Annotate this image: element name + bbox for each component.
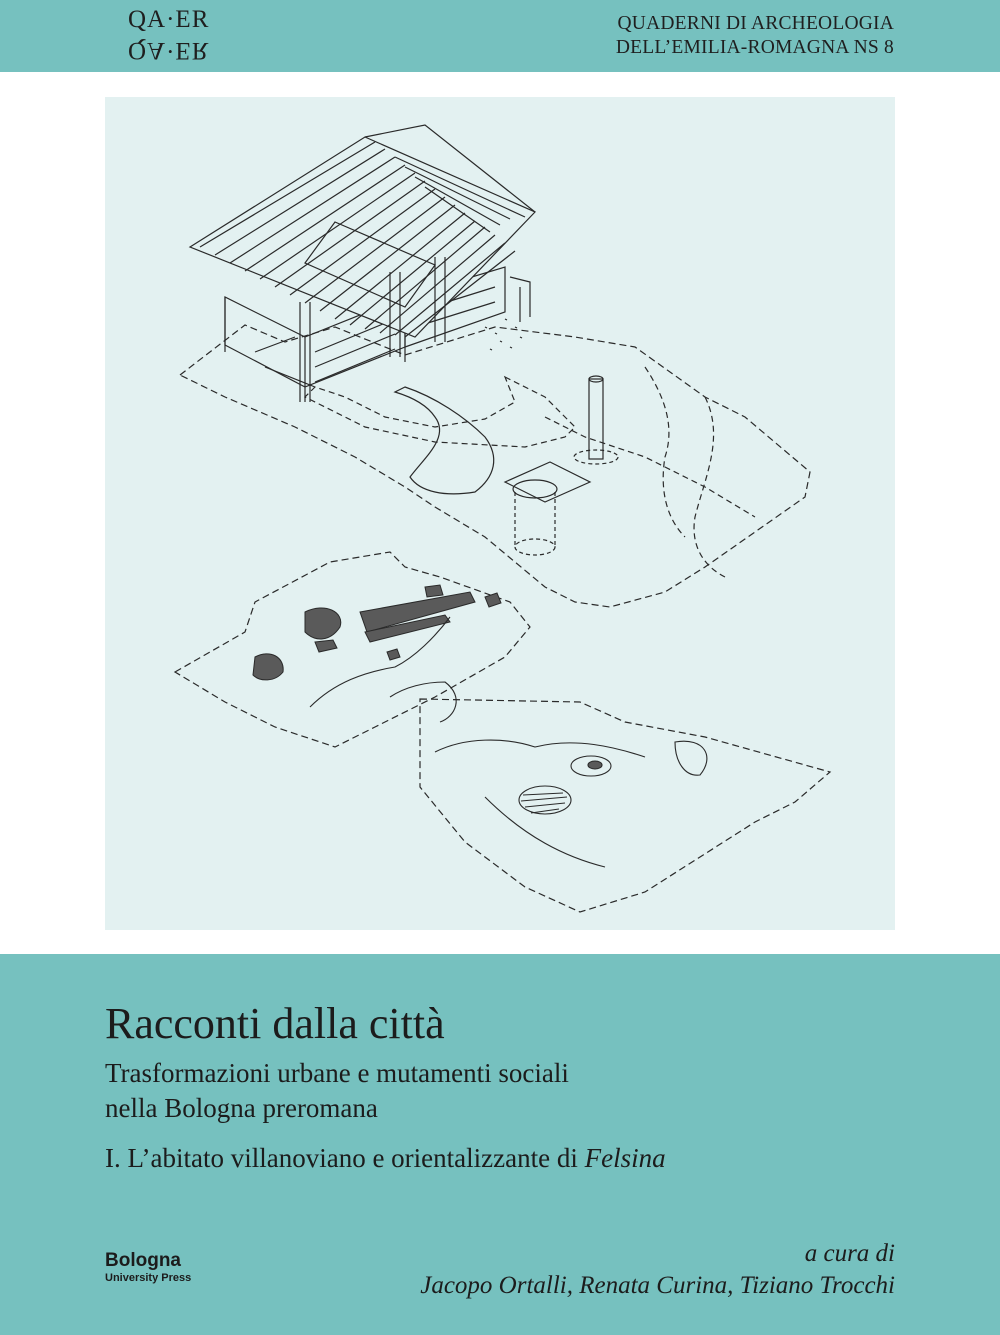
series-line-1: QUADERNI DI ARCHEOLOGIA — [617, 13, 894, 34]
book-subtitle — [105, 1056, 569, 1126]
editors-intro: a cura di — [804, 1240, 895, 1267]
logo-text: QA·ER — [128, 6, 210, 33]
book-title: Racconti dalla città — [105, 999, 445, 1048]
volume-italic: Felsina — [584, 1143, 666, 1173]
volume-title — [105, 1141, 666, 1175]
subtitle-line-2: nella Bologna preromana — [105, 1093, 378, 1123]
hut-drawing — [105, 97, 895, 930]
publisher-subname: University Press — [105, 1272, 192, 1284]
editors — [420, 1238, 895, 1302]
volume-prefix: I. L’abitato villanoviano e orientalizzante di — [105, 1143, 585, 1173]
qaer-logo — [128, 6, 228, 68]
logo-text-mirrored: QA·ER — [128, 37, 210, 64]
editors-names: Jacopo Ortalli, Renata Curina, Tiziano Trocchi — [420, 1272, 895, 1299]
publisher-logo — [105, 1250, 191, 1285]
subtitle-line-1: Trasformazioni urbane e mutamenti sociali — [105, 1058, 569, 1088]
series-title — [616, 12, 894, 60]
bottom-band — [0, 954, 1000, 1335]
top-band — [0, 0, 1000, 72]
series-line-2: DELL’EMILIA-ROMAGNA NS 8 — [615, 37, 894, 58]
cover-illustration — [105, 97, 895, 930]
publisher-name: Bologna — [105, 1250, 181, 1271]
